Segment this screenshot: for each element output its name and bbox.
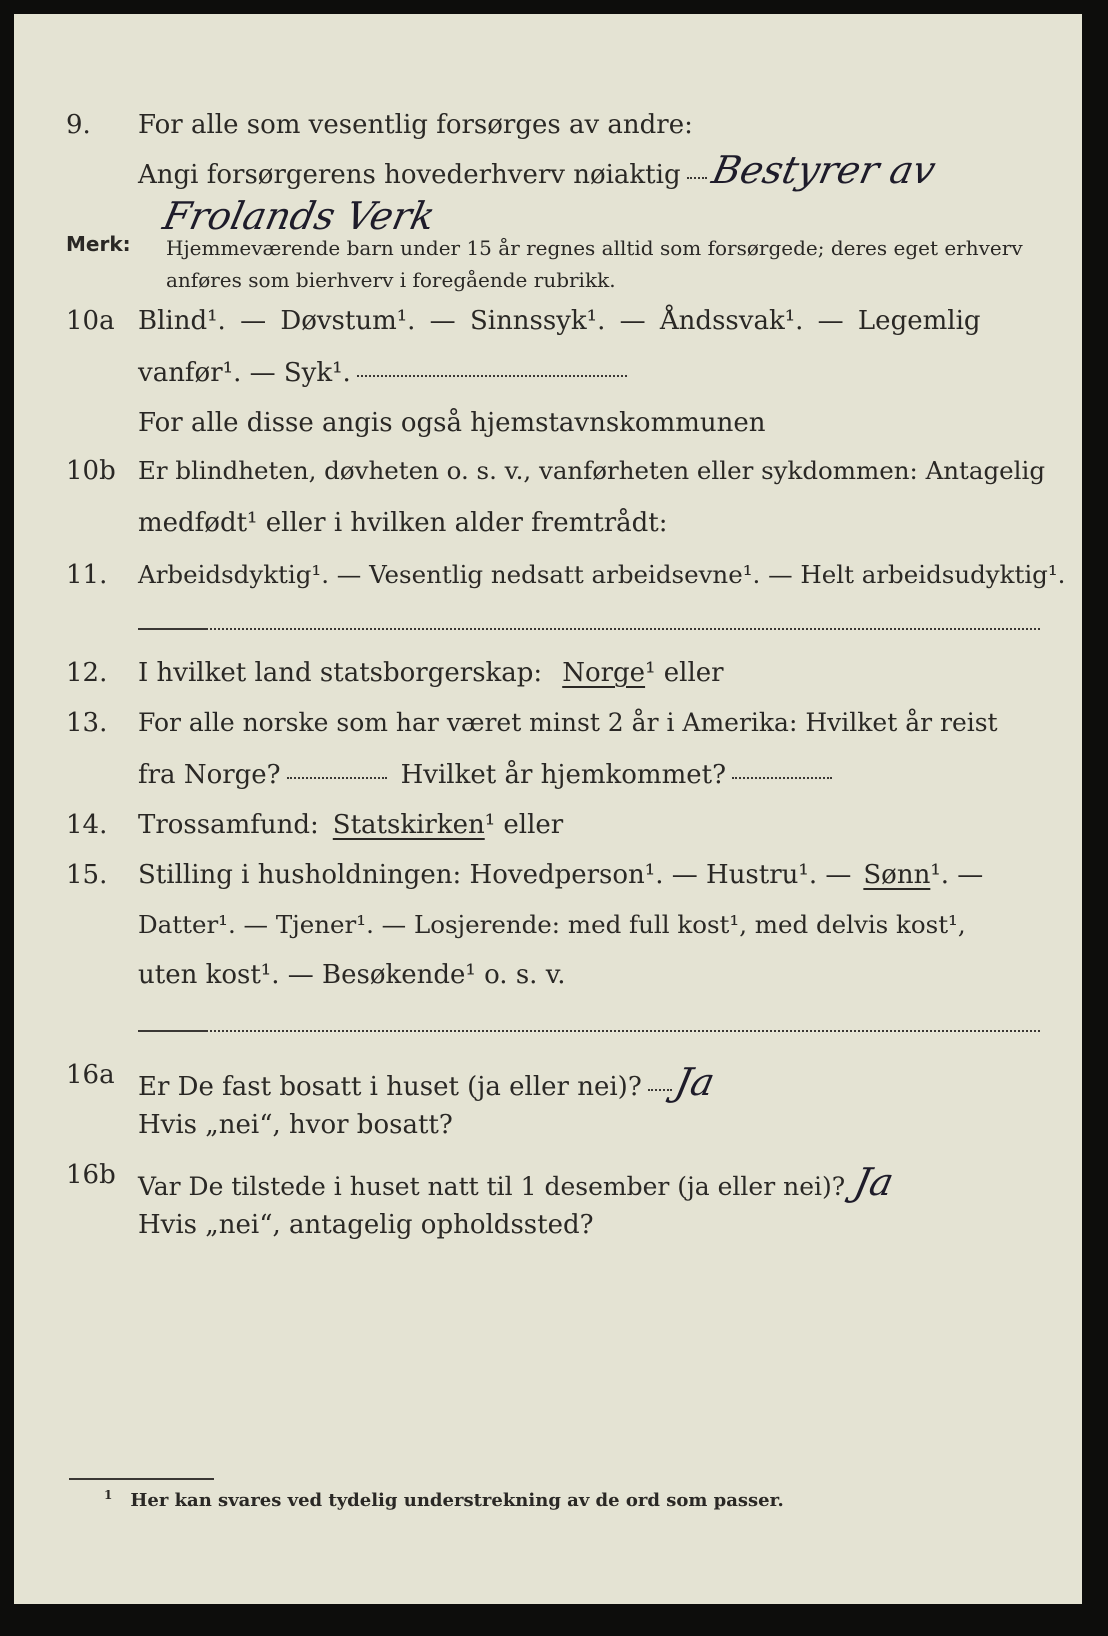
note-text: Hjemmeværende barn under 15 år regnes alltid som forsørgede; deres eget erhverv anføres som bierhverv i foregående rubrikk. [166,236,1023,292]
question-text: Datter¹. — Tjener¹. — Losjerende: med full kost¹, med delvis kost¹, [138,910,966,939]
question-text: Er blindheten, døvheten o. s. v., vanførheten eller sykdommen: Antagelig [138,456,1046,485]
answer-line [648,1089,672,1091]
question-text: For alle disse angis også hjemstavnskommunen [138,408,766,438]
footnote-mark: 1 [104,1488,113,1502]
question-text: Angi forsørgerens hovederhverv nøiaktig [138,160,681,190]
question-text: Hvis „nei“, hvor bosatt? [138,1110,453,1140]
answer-line [287,777,387,779]
handwritten-answer: Ja [671,1060,719,1104]
question-text: fra Norge? [138,760,281,790]
question-number: 16a [66,1060,115,1090]
question-text: uten kost¹. — Besøkende¹ o. s. v. [138,960,566,990]
question-text: ¹. — [930,860,984,890]
underlined-choice: Norge [562,658,646,688]
question-text: I hvilket land statsborgerskap: [138,658,543,688]
answer-line [138,1030,1040,1032]
question-text: Blind¹. — Døvstum¹. — Sinnssyk¹. — Åndssvak¹. — Legemlig [138,306,981,336]
question-text: For alle norske som har været minst 2 år i Amerika: Hvilket år reist [138,708,998,737]
question-text: Stilling i husholdningen: Hovedperson¹. — Hustru¹. — [138,860,852,890]
footnote-rule [69,1478,214,1480]
underlined-choice: Statskirken [332,810,485,840]
question-text: medfødt¹ eller i hvilken alder fremtrådt: [138,508,668,538]
underlined-choice: Sønn [863,860,931,890]
question-text: Hvis „nei“, antagelig opholdssted? [138,1210,594,1240]
question-text: For alle som vesentlig forsørges av andre: [138,110,693,140]
answer-line [732,777,832,779]
question-text: vanfør¹. — Syk¹. [138,358,351,388]
question-number: 9. [66,110,91,140]
question-text: Hvilket år hjemkommet? [400,760,727,790]
question-text: Er De fast bosatt i huset (ja eller nei)? [138,1072,642,1102]
question-text: Var De tilstede i huset natt til 1 desember (ja eller nei)? [138,1172,846,1201]
question-number: 10a [66,306,115,336]
handwritten-answer: Frolands Verk [159,194,439,238]
note-label: Merk: [66,232,131,256]
handwritten-answer: Ja [850,1160,898,1204]
question-number: 15. [66,860,108,890]
answer-line [357,375,627,377]
question-number: 10b [66,456,116,486]
question-text: ¹ eller [645,658,724,688]
footnote-text: Her kan svares ved tydelig understrekning av de ord som passer. [130,1490,784,1511]
question-text: Trossamfund: [138,810,319,840]
footnote [104,1488,784,1511]
question-number: 11. [66,560,108,590]
question-number: 12. [66,658,108,688]
question-text: Arbeidsdyktig¹. — Vesentlig nedsatt arbeidsevne¹. — Helt arbeidsudyktig¹. [138,560,1066,589]
question-number: 14. [66,810,108,840]
census-form-page [14,14,1082,1604]
question-number: 13. [66,708,108,738]
question-text: ¹ eller [484,810,564,840]
answer-line [138,628,1040,630]
answer-line [687,177,707,179]
handwritten-answer: Bestyrer av [707,148,939,192]
question-number: 16b [66,1160,116,1190]
